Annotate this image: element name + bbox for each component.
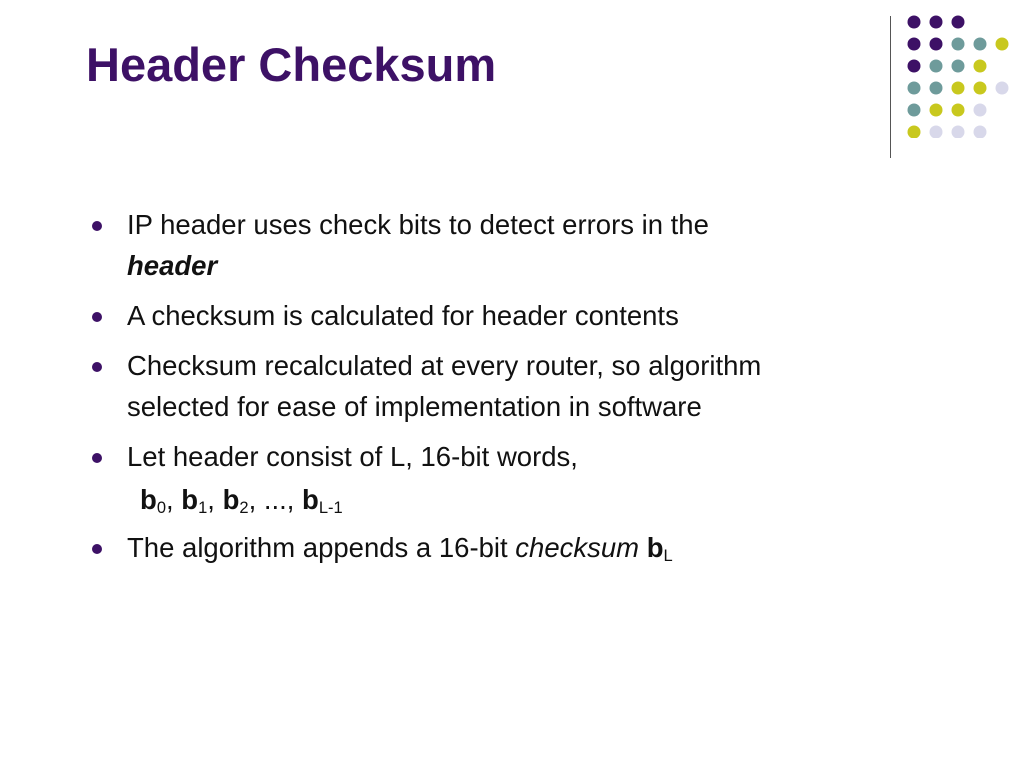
seq-sub: 0 <box>156 499 166 517</box>
dot-grid-graphic <box>904 14 1020 138</box>
seq-b: b <box>302 484 319 515</box>
bullet-marker-icon <box>92 544 102 554</box>
bullet-marker-icon <box>92 453 102 463</box>
bullet-text: Let header consist of L, 16-bit words, <box>127 441 578 472</box>
bullet-item <box>88 345 988 427</box>
slide-title: Header Checksum <box>86 38 497 91</box>
seq-sep: , <box>207 484 215 515</box>
bullet-text-continued: selected for ease of implementation in software <box>127 391 702 422</box>
bullet-item <box>88 527 988 568</box>
bullet-item <box>88 295 988 336</box>
bullet-subscript: L <box>663 547 673 565</box>
seq-b: b <box>181 484 199 515</box>
vertical-divider <box>890 16 891 158</box>
bullet-item <box>88 436 988 477</box>
bullet-italic: checksum <box>515 532 640 563</box>
bullet-emphasis: header <box>127 250 218 281</box>
seq-b: b <box>222 484 240 515</box>
decorative-dot-grid <box>904 14 1020 138</box>
bullet-marker-icon <box>92 362 102 372</box>
bullet-text: Checksum recalculated at every router, so algorithm <box>127 350 762 381</box>
bullet-item <box>88 204 988 286</box>
bullet-text: A checksum is calculated for header contents <box>127 300 679 331</box>
word-sequence <box>88 479 988 520</box>
seq-sep: , <box>166 484 174 515</box>
seq-sub: L-1 <box>318 499 343 517</box>
bullet-text: IP header uses check bits to detect errors in the <box>127 209 709 240</box>
bullet-marker-icon <box>92 312 102 322</box>
bullet-marker-icon <box>92 221 102 231</box>
bullet-list <box>88 204 988 577</box>
seq-sub: 2 <box>239 499 249 517</box>
seq-ellipsis: ..., <box>263 484 295 515</box>
seq-sep: , <box>248 484 257 515</box>
bullet-text: The algorithm appends a 16-bit <box>127 532 508 563</box>
bullet-bold: b <box>646 532 664 563</box>
seq-b: b <box>140 484 157 515</box>
seq-sub: 1 <box>198 499 208 517</box>
